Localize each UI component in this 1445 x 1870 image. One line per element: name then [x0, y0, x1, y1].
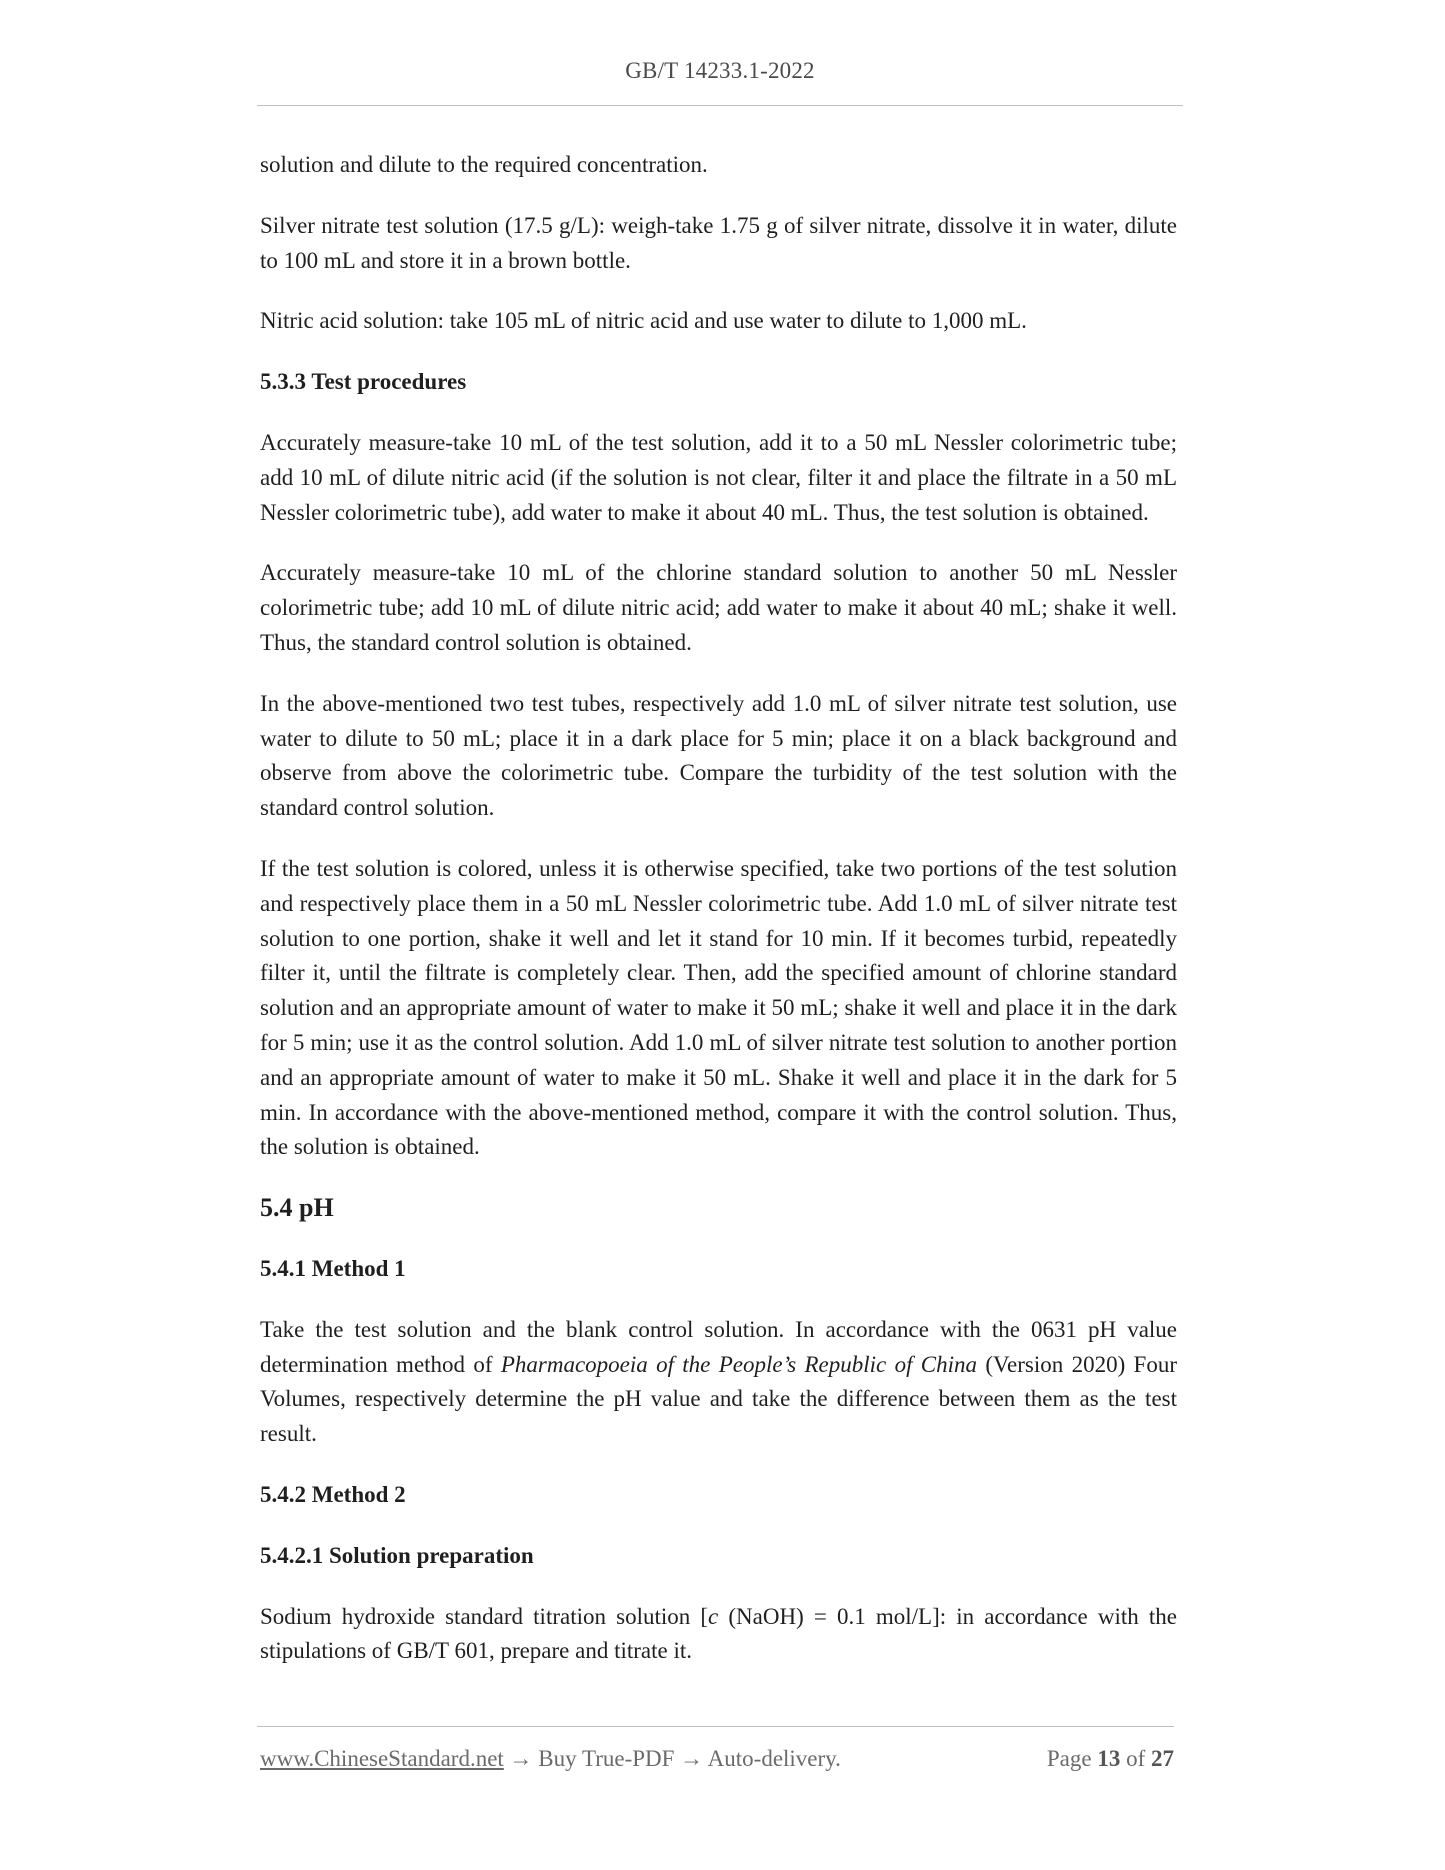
section-heading: 5.4 pH — [260, 1193, 334, 1223]
paragraph-text: Sodium hydroxide standard titration solution [ — [260, 1603, 709, 1629]
paragraph: Accurately measure-take 10 mL of the chlorine standard solution to another 50 mL Nessler colorimetric tube; add 10 mL of dilute nitric acid; add water to make it about 40 mL; shake it well. Thus, the standard control solution is obtained. — [260, 560, 1177, 655]
section-heading: 5.4.2.1 Solution preparation — [260, 1542, 534, 1568]
paragraph: In the above-mentioned two test tubes, respectively add 1.0 mL of silver nitrate test solution, use water to dilute to 50 mL; place it in a dark place for 5 min; place it on a black background and observe from above the colorimetric tube. Compare the turbidity of the test solution with the standard control solution. — [260, 690, 1177, 821]
pharmacopoeia-title: Pharmacopoeia of the People’s Republic of China — [500, 1351, 978, 1377]
header-divider — [257, 105, 1183, 106]
section-heading: 5.4.2 Method 2 — [260, 1481, 406, 1507]
paragraph: Nitric acid solution: take 105 mL of nitric acid and use water to dilute to 1,000 mL. — [260, 308, 1027, 334]
paragraph-text: (NaOH) = 0.1 mol/L]: in accordance with the stipulations of GB/T 601, prepare and titrate it. — [260, 1603, 1177, 1664]
section-heading: 5.3.3 Test procedures — [260, 369, 467, 395]
paragraph: solution and dilute to the required concentration. — [260, 152, 708, 177]
paragraph-text: Take the test solution and the blank control solution. In accordance with the 0631 pH value determination method of — [260, 1316, 1177, 1377]
paragraph: Silver nitrate test solution (17.5 g/L): weigh-take 1.75 g of silver nitrate, dissolve it in water, dilute to 100 mL and store it in a brown bottle. — [260, 212, 1177, 273]
total-pages: 27 — [1151, 1746, 1174, 1771]
footer-tagline: → Buy True-PDF → Auto-delivery. — [503, 1746, 841, 1771]
section-heading: 5.4.1 Method 1 — [260, 1255, 406, 1281]
page-content — [260, 148, 1177, 1695]
paragraph — [260, 1600, 1177, 1670]
page-of: of — [1120, 1746, 1151, 1771]
current-page: 13 — [1097, 1746, 1121, 1771]
website-link[interactable]: www.ChineseStandard.net — [260, 1746, 504, 1771]
document-header: GB/T 14233.1-2022 — [625, 58, 815, 83]
page-label: Page — [1046, 1746, 1098, 1771]
paragraph: Accurately measure-take 10 mL of the test solution, add it to a 50 mL Nessler colorimetric tube; add 10 mL of dilute nitric acid (if the solution is not clear, filter it and place the filtrate in a 50 mL Nessler colorimetric tube), add water to make it about 40 mL. Thus, the test solution is obtained. — [260, 429, 1177, 525]
paragraph: If the test solution is colored, unless it is otherwise specified, take two portions of the test solution and respectively place them in a 50 mL Nessler colorimetric tube. Add 1.0 mL of silver nitrate test solution to one portion, shake it well and let it stand for 10 min. If it becomes turbid, repeatedly filter it, until the filtrate is completely clear. Then, add the specified amount of chlorine standard solution and an appropriate amount of water to make it 50 mL; shake it well and place it in the dark for 5 min; use it as the control solution. Add 1.0 mL of silver nitrate test solution to another portion and an appropriate amount of water to make it 50 mL. Shake it well and place it in the dark for 5 min. In accordance with the above-mentioned method, compare it with the control solution. Thus, the solution is obtained. — [260, 855, 1177, 1160]
paragraph — [260, 1313, 1177, 1452]
concentration-symbol: c — [708, 1603, 719, 1629]
page-number — [1047, 1746, 1174, 1772]
paragraph-text: (Version 2020) Four Volumes, respectively determine the pH value and take the difference between them as the test result. — [260, 1351, 1177, 1447]
footer-divider — [257, 1726, 1174, 1727]
footer-left — [260, 1746, 841, 1772]
